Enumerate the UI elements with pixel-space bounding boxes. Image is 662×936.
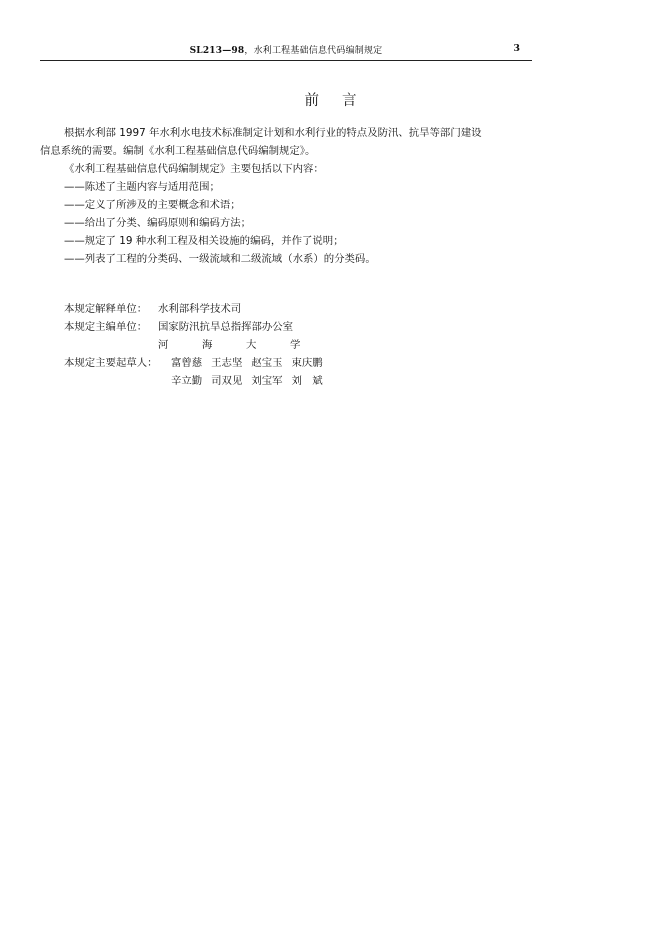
header-title-text: 水利工程基础信息代码编制规定 xyxy=(253,46,383,56)
drafters-names-1 xyxy=(171,354,332,372)
header-separator: ， xyxy=(244,46,254,56)
university-name: 河 海 大 学 xyxy=(158,339,301,351)
standard-code: SL213—98 xyxy=(189,46,245,56)
drafter-name: 刘 斌 xyxy=(291,375,323,387)
drafters-names-2 xyxy=(171,372,332,390)
heading-char-1: 前 xyxy=(304,93,320,109)
list-item: ——陈述了主题内容与适用范围； xyxy=(64,181,220,193)
drafter-name: 富曾慈 xyxy=(171,357,203,369)
list-item: ——定义了所涉及的主要概念和术语； xyxy=(64,199,241,211)
interpret-value: 水利部科学技术司 xyxy=(158,303,242,315)
chief-value: 国家防汛抗旱总指挥部办公室 xyxy=(158,321,294,333)
drafter-name: 司双见 xyxy=(211,375,243,387)
foreword-body xyxy=(40,124,540,268)
drafter-name: 辛立勤 xyxy=(171,375,203,387)
paragraph-1-line-1: 根据水利部 1997 年水利水电技术标准制定计划和水利行业的特点及防汛、抗旱等部门建设 xyxy=(64,127,482,139)
list-item: ——规定了 19 种水利工程及相关设施的编码，并作了说明； xyxy=(64,235,344,247)
drafter-name: 王志坚 xyxy=(211,357,243,369)
running-header xyxy=(40,42,532,61)
list-item: ——列表了工程的分类码、一级流域和二级流域（水系）的分类码。 xyxy=(64,253,376,265)
section-heading xyxy=(0,89,662,110)
page-number: 3 xyxy=(513,43,520,54)
contents-intro: 《水利工程基础信息代码编制规定》主要包括以下内容： xyxy=(64,163,324,175)
header-title xyxy=(40,43,532,56)
chief-label: 本规定主编单位： xyxy=(64,321,148,333)
paragraph-1-line-2: 信息系统的需要。编制《水利工程基础信息代码编制规定》。 xyxy=(40,145,316,157)
drafter-name: 刘宝军 xyxy=(251,375,283,387)
drafter-name: 束庆鹏 xyxy=(291,357,323,369)
list-item: ——给出了分类、编码原则和编码方法； xyxy=(64,217,252,229)
drafter-name: 赵宝玉 xyxy=(251,357,283,369)
heading-char-2: 言 xyxy=(342,93,358,109)
drafters-label: 本规定主要起草人： xyxy=(64,357,158,369)
interpret-label: 本规定解释单位： xyxy=(64,303,148,315)
